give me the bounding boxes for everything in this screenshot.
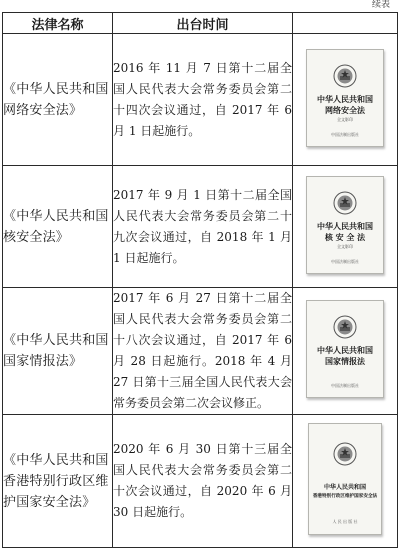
cover-cell [293,166,398,288]
book-cover [306,176,384,274]
cover-edition: 全文影印 [337,116,353,122]
law-name-cell: 《中华人民共和国香港特别行政区维护国家安全法》 [3,415,113,548]
enact-time-cell: 2017 年 6 月 27 日第十二届全国人民代表大会常务委员会第二十八次会议通过，自 2017 年 6 月 28 日起施行。2018 年 4 月 27 日第十三届全国人民代表大会常务委员会第二次会议修正。 [113,288,293,415]
book-cover [308,423,382,535]
cover-title-line1: 中华人民共和国 [323,484,366,491]
cover-cell [293,34,398,166]
cover-publisher: 人 民 出 版 社 [332,519,358,524]
cover-cell [293,288,398,415]
cover-title-line2: 国家情报法 [325,356,365,366]
law-name-cell: 《中华人民共和国国家情报法》 [3,288,113,415]
law-name-cell: 《中华人民共和国核安全法》 [3,166,113,288]
cover-title-line1: 中华人民共和国 [317,345,373,355]
national-emblem-icon [333,64,357,88]
book-cover [306,49,384,147]
cover-title-line2: 香港特别行政区维护国家安全法 [312,494,378,499]
enact-time-cell: 2020 年 6 月 30 日第十三届全国人民代表大会常务委员会第二十次会议通过，自 2020 年 6 月 30 日起施行。 [113,415,293,548]
header-enact-time: 出台时间 [113,13,293,34]
table-row [3,288,398,415]
header-cover [293,13,398,34]
table-row [3,166,398,288]
cover-publisher: 中国法制出版社 [331,258,359,264]
cover-title-line1: 中华人民共和国 [317,220,373,231]
header-law-name: 法律名称 [3,13,113,34]
table-row [3,34,398,166]
cover-title-line1: 中华人民共和国 [317,93,373,104]
enact-time-cell: 2016 年 11 月 7 日第十二届全国人民代表大会常务委员会第二十四次会议通过，自 2017 年 6 月 1 日起施行。 [113,34,293,166]
enact-time-cell: 2017 年 9 月 1 日第十二届全国人民代表大会常务委员会第二十九次会议通过，自 2018 年 1 月 1 日起施行。 [113,166,293,288]
book-cover [306,300,384,398]
table-row [3,415,398,548]
law-name-cell: 《中华人民共和国网络安全法》 [3,34,113,166]
national-emblem-icon [333,191,357,215]
cover-publisher: 中国法制出版社 [331,383,359,388]
national-emblem-icon [333,442,357,466]
national-emblem-icon [333,315,357,339]
table-header-row [3,13,398,34]
cover-title-line2: 网络安全法 [325,104,365,115]
cover-edition: 全文影印 [337,243,353,249]
continued-label: 续表 [371,0,390,10]
cover-publisher: 中国法制出版社 [331,131,359,137]
law-table [2,12,398,548]
cover-cell [293,415,398,548]
cover-title-line2: 核 安 全 法 [324,231,366,242]
